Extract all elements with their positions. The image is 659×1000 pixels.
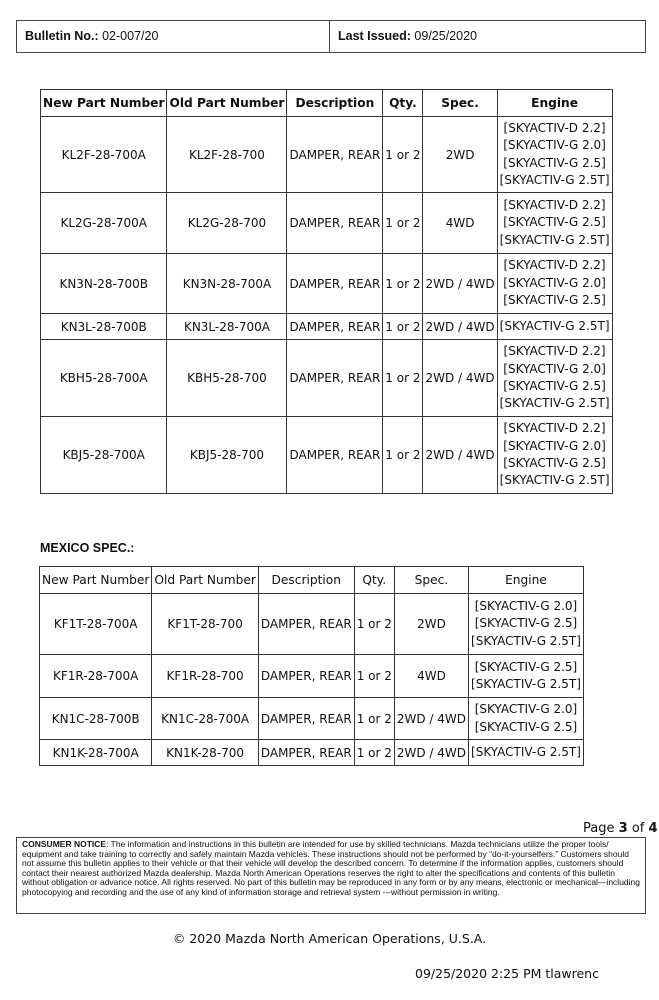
- qty-cell: 1 or 2: [354, 655, 394, 698]
- mexico-table-body: [40, 594, 584, 766]
- engine-cell: [469, 594, 584, 655]
- engine-item: [SKYACTIV-G 2.5T]: [471, 677, 581, 691]
- engine-item: [SKYACTIV-G 2.5T]: [471, 633, 581, 648]
- qty-cell: 1 or 2: [354, 698, 394, 740]
- qty-cell: 1 or 2: [354, 594, 394, 655]
- table-row: [41, 117, 613, 193]
- column-header: Qty.: [354, 567, 394, 594]
- qty-cell: 1 or 2: [383, 314, 423, 340]
- qty-cell: 1 or 2: [354, 740, 394, 766]
- bulletin-header: [16, 20, 646, 53]
- qty-cell: 1 or 2: [383, 117, 423, 193]
- engine-cell: [469, 698, 584, 740]
- engine-item: [SKYACTIV-G 2.0]: [503, 138, 606, 153]
- engine-item: [SKYACTIV-G 2.5T]: [471, 744, 581, 759]
- table-row: [41, 193, 613, 254]
- description-cell: DAMPER, REAR: [287, 314, 383, 340]
- new-part-cell: KN3N-28-700B: [41, 254, 167, 314]
- table-header-row: [41, 90, 613, 117]
- engine-item: [SKYACTIV-G 2.5]: [503, 293, 606, 308]
- old-part-cell: KL2G-28-700: [167, 193, 287, 254]
- bulletin-number-value: 02-007/20: [102, 29, 159, 43]
- last-issued-value: 09/25/2020: [414, 29, 477, 43]
- engine-cell: [497, 417, 612, 494]
- last-issued-label: Last Issued:: [338, 29, 411, 43]
- print-stamp: 09/25/2020 2:25 PM tlawrenc: [415, 966, 599, 981]
- old-part-cell: KN1K-28-700: [152, 740, 258, 766]
- bulletin-number-label: Bulletin No.:: [25, 29, 99, 43]
- parts-table-body: [41, 117, 613, 494]
- engine-item: [SKYACTIV-D 2.2]: [503, 120, 606, 135]
- engine-item: [SKYACTIV-G 2.0]: [474, 598, 578, 613]
- column-header: Old Part Number: [167, 90, 287, 117]
- old-part-cell: KBH5-28-700: [167, 340, 287, 417]
- new-part-cell: KF1R-28-700A: [40, 655, 152, 698]
- old-part-cell: KBJ5-28-700: [167, 417, 287, 494]
- engine-cell: [469, 740, 584, 766]
- old-part-cell: KN3N-28-700A: [167, 254, 287, 314]
- column-header: New Part Number: [40, 567, 152, 594]
- consumer-notice: [16, 837, 646, 914]
- description-cell: DAMPER, REAR: [258, 594, 354, 655]
- engine-item: [SKYACTIV-D 2.2]: [503, 258, 606, 273]
- table-row: [40, 740, 584, 766]
- parts-table: [40, 89, 613, 494]
- old-part-cell: KN1C-28-700A: [152, 698, 258, 740]
- column-header: Spec.: [423, 90, 497, 117]
- bulletin-number: [17, 21, 330, 52]
- table-row: [41, 314, 613, 340]
- spec-cell: 2WD / 4WD: [394, 698, 468, 740]
- new-part-cell: KN1C-28-700B: [40, 698, 152, 740]
- table-row: [40, 594, 584, 655]
- mexico-parts-table: [39, 566, 584, 766]
- description-cell: DAMPER, REAR: [287, 254, 383, 314]
- engine-item: [SKYACTIV-G 2.0]: [503, 438, 606, 453]
- spec-cell: 2WD / 4WD: [423, 314, 497, 340]
- notice-text: : The information and instructions in this bulletin are intended for use by skilled technicians. Mazda technicians utilize the proper tools/ equipment and take training to correctly and safely maintain Mazda vehicles. These instructions should not be performed by “do-it-yourselfers.” Customers should not assume this bulletin applies to their vehicle or that their vehicle will develop the described concern. To determine if the information applies, customers should contact their nearest authorized Mazda dealership. Mazda North American Operations reserves the right to alter the specifications and contents of this bulletin without obligation or advance notice. All rights reserved. No part of this bulletin may be reproduced in any form or by any means, electronic or mechanical—including photocopying and recording and the use of any kind of information storage and retrieval system ---without permission in writing.: [22, 839, 640, 897]
- qty-cell: 1 or 2: [383, 417, 423, 494]
- column-header: Engine: [469, 567, 584, 594]
- old-part-cell: KN3L-28-700A: [167, 314, 287, 340]
- engine-item: [SKYACTIV-D 2.2]: [503, 197, 606, 212]
- spec-cell: 2WD: [423, 117, 497, 193]
- last-issued: [330, 21, 485, 52]
- engine-item: [SKYACTIV-G 2.5]: [503, 379, 606, 393]
- old-part-cell: KL2F-28-700: [167, 117, 287, 193]
- description-cell: DAMPER, REAR: [258, 740, 354, 766]
- new-part-cell: KN3L-28-700B: [41, 314, 167, 340]
- page-total: 4: [648, 821, 658, 836]
- engine-item: [SKYACTIV-D 2.2]: [503, 344, 606, 359]
- page-prefix: Page: [583, 821, 615, 836]
- qty-cell: 1 or 2: [383, 193, 423, 254]
- engine-item: [SKYACTIV-G 2.0]: [503, 275, 606, 290]
- old-part-cell: KF1T-28-700: [152, 594, 258, 655]
- engine-cell: [497, 314, 612, 340]
- column-header: Spec.: [394, 567, 468, 594]
- spec-cell: 2WD: [394, 594, 468, 655]
- engine-item: [SKYACTIV-G 2.0]: [474, 702, 578, 717]
- mexico-spec-title: MEXICO SPEC.:: [40, 541, 135, 555]
- description-cell: DAMPER, REAR: [258, 655, 354, 698]
- engine-cell: [469, 655, 584, 698]
- table-row: [40, 698, 584, 740]
- column-header: Engine: [497, 90, 612, 117]
- page-sep: of: [631, 821, 645, 836]
- new-part-cell: KF1T-28-700A: [40, 594, 152, 655]
- notice-label: CONSUMER NOTICE: [22, 839, 107, 849]
- new-part-cell: KBJ5-28-700A: [41, 417, 167, 494]
- column-header: New Part Number: [41, 90, 167, 117]
- column-header: Qty.: [383, 90, 423, 117]
- table-row: [40, 655, 584, 698]
- engine-item: [SKYACTIV-G 2.5]: [474, 616, 578, 631]
- description-cell: DAMPER, REAR: [287, 193, 383, 254]
- description-cell: DAMPER, REAR: [258, 698, 354, 740]
- engine-item: [SKYACTIV-G 2.0]: [503, 361, 606, 376]
- column-header: Description: [258, 567, 354, 594]
- spec-cell: 2WD / 4WD: [394, 740, 468, 766]
- qty-cell: 1 or 2: [383, 254, 423, 314]
- copyright: © 2020 Mazda North American Operations, U.S.A.: [172, 931, 487, 946]
- table-header-row: [40, 567, 584, 594]
- table-row: [41, 254, 613, 314]
- engine-item: [SKYACTIV-G 2.5T]: [499, 318, 610, 333]
- engine-item: [SKYACTIV-G 2.5T]: [499, 232, 610, 247]
- new-part-cell: KBH5-28-700A: [41, 340, 167, 417]
- table-row: [41, 417, 613, 494]
- engine-cell: [497, 254, 612, 314]
- engine-item: [SKYACTIV-G 2.5]: [503, 155, 606, 170]
- engine-item: [SKYACTIV-G 2.5T]: [499, 473, 610, 488]
- spec-cell: 4WD: [423, 193, 497, 254]
- description-cell: DAMPER, REAR: [287, 340, 383, 417]
- engine-item: [SKYACTIV-D 2.2]: [503, 421, 606, 436]
- engine-cell: [497, 117, 612, 193]
- engine-item: [SKYACTIV-G 2.5]: [474, 719, 578, 734]
- engine-item: [SKYACTIV-G 2.5]: [503, 215, 606, 230]
- column-header: Description: [287, 90, 383, 117]
- spec-cell: 2WD / 4WD: [423, 340, 497, 417]
- page-current: 3: [618, 821, 628, 836]
- column-header: Old Part Number: [152, 567, 258, 594]
- page-number: [583, 821, 658, 836]
- table-row: [41, 340, 613, 417]
- spec-cell: 2WD / 4WD: [423, 417, 497, 494]
- engine-cell: [497, 193, 612, 254]
- engine-item: [SKYACTIV-G 2.5T]: [499, 172, 610, 187]
- description-cell: DAMPER, REAR: [287, 117, 383, 193]
- engine-cell: [497, 340, 612, 417]
- engine-item: [SKYACTIV-G 2.5]: [474, 659, 578, 674]
- new-part-cell: KN1K-28-700A: [40, 740, 152, 766]
- new-part-cell: KL2G-28-700A: [41, 193, 167, 254]
- engine-item: [SKYACTIV-G 2.5]: [503, 456, 606, 470]
- engine-item: [SKYACTIV-G 2.5T]: [499, 396, 610, 411]
- spec-cell: 4WD: [394, 655, 468, 698]
- old-part-cell: KF1R-28-700: [152, 655, 258, 698]
- spec-cell: 2WD / 4WD: [423, 254, 497, 314]
- qty-cell: 1 or 2: [383, 340, 423, 417]
- new-part-cell: KL2F-28-700A: [41, 117, 167, 193]
- description-cell: DAMPER, REAR: [287, 417, 383, 494]
